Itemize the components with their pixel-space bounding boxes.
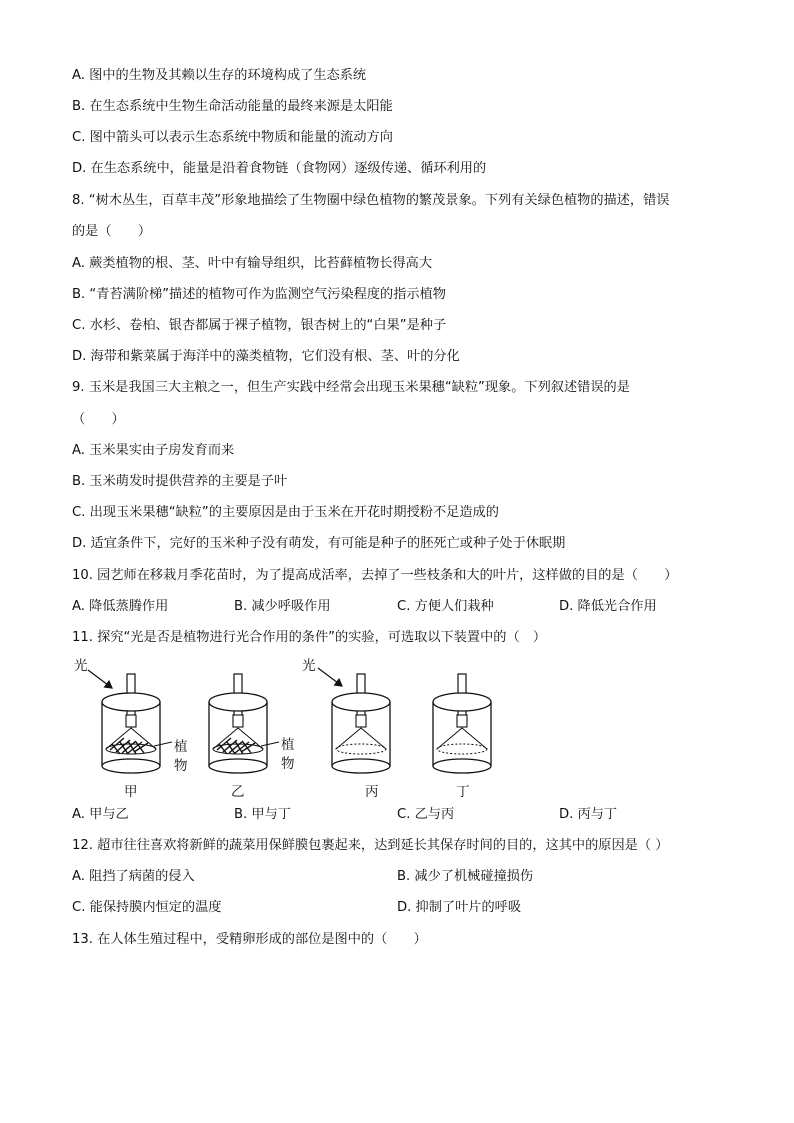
q9-option-a: A. 玉米果实由子房发育而来 <box>72 443 235 458</box>
q12-option-a: A. 阻挡了病菌的侵入 <box>72 869 195 884</box>
plant-label-1a: 植 <box>174 739 188 755</box>
q11-option-a: A. 甲与乙 <box>72 807 129 822</box>
jar-bing <box>318 668 390 773</box>
q10-option-c: C. 方便人们栽种 <box>397 599 494 614</box>
light-label-1: 光 <box>74 658 88 674</box>
q9-option-d: D. 适宜条件下，完好的玉米种子没有萌发，有可能是种子的胚死亡或种子处于休眠期 <box>72 536 566 551</box>
q11-stem: 11. 探究“光是否是植物进行光合作用的条件”的实验，可选取以下装置中的（ ） <box>72 630 547 645</box>
plant-label-2a: 植 <box>281 737 295 753</box>
q9-stem-line1: 9. 玉米是我国三大主粮之一，但生产实践中经常会出现玉米果穗“缺粒”现象。下列叙述错误的是 <box>72 380 630 395</box>
q13-stem: 13. 在人体生殖过程中，受精卵形成的部位是图中的（ ） <box>72 932 427 947</box>
jar-yi <box>209 674 279 773</box>
caption-jia: 甲 <box>124 784 138 800</box>
caption-bing: 丙 <box>365 784 379 800</box>
q7-option-a: A. 图中的生物及其赖以生存的环境构成了生态系统 <box>72 68 367 83</box>
q10-option-b: B. 减少呼吸作用 <box>234 599 331 614</box>
q10-option-a: A. 降低蒸腾作用 <box>72 599 169 614</box>
q8-option-b: B. “青苔满阶梯”描述的植物可作为监测空气污染程度的指示植物 <box>72 287 446 302</box>
q11-option-b: B. 甲与丁 <box>234 807 291 822</box>
jar-ding <box>433 674 491 773</box>
q12-stem: 12. 超市往往喜欢将新鲜的蔬菜用保鲜膜包裹起来，达到延长其保存时间的目的，这其中的原因是（ ） <box>72 838 669 853</box>
plant-label-1b: 物 <box>174 758 188 774</box>
q9-option-b: B. 玉米萌发时提供营养的主要是子叶 <box>72 474 288 489</box>
jar-jia <box>88 670 172 773</box>
q11-option-d: D. 丙与丁 <box>559 807 618 822</box>
caption-ding: 丁 <box>456 784 470 800</box>
q9-stem-line2: （ ） <box>72 412 125 427</box>
light-label-2: 光 <box>302 658 316 674</box>
q12-option-b: B. 减少了机械碰撞损伤 <box>397 869 534 884</box>
plant-label-2b: 物 <box>281 756 295 772</box>
q7-option-d: D. 在生态系统中，能量是沿着食物链（食物网）逐级传递、循环利用的 <box>72 161 487 176</box>
q7-option-c: C. 图中箭头可以表示生态系统中物质和能量的流动方向 <box>72 130 393 145</box>
q8-option-c: C. 水杉、卷柏、银杏都属于裸子植物，银杏树上的“白果”是种子 <box>72 318 447 333</box>
q10-option-d: D. 降低光合作用 <box>559 599 657 614</box>
q11-apparatus-diagram <box>72 654 672 800</box>
caption-yi: 乙 <box>231 784 245 800</box>
q8-stem-line2: 的是（ ） <box>72 224 152 239</box>
q12-option-d: D. 抑制了叶片的呼吸 <box>397 900 522 915</box>
q8-option-a: A. 蕨类植物的根、茎、叶中有输导组织，比苔藓植物长得高大 <box>72 256 433 271</box>
q8-stem-line1: 8. “树木丛生，百草丰茂”形象地描绘了生物圈中绿色植物的繁茂景象。下列有关绿色植物的描述，错误 <box>72 193 670 208</box>
q8-option-d: D. 海带和紫菜属于海洋中的藻类植物，它们没有根、茎、叶的分化 <box>72 349 460 364</box>
q11-figure <box>72 654 672 800</box>
q9-option-c: C. 出现玉米果穗“缺粒”的主要原因是由于玉米在开花时期授粉不足造成的 <box>72 505 499 520</box>
q7-option-b: B. 在生态系统中生物生命活动能量的最终来源是太阳能 <box>72 99 393 114</box>
q11-option-c: C. 乙与丙 <box>397 807 455 822</box>
q10-stem: 10. 园艺师在移栽月季花苗时，为了提高成活率，去掉了一些枝条和大的叶片，这样做的目的是（ ） <box>72 568 678 583</box>
q12-option-c: C. 能保持膜内恒定的温度 <box>72 900 222 915</box>
